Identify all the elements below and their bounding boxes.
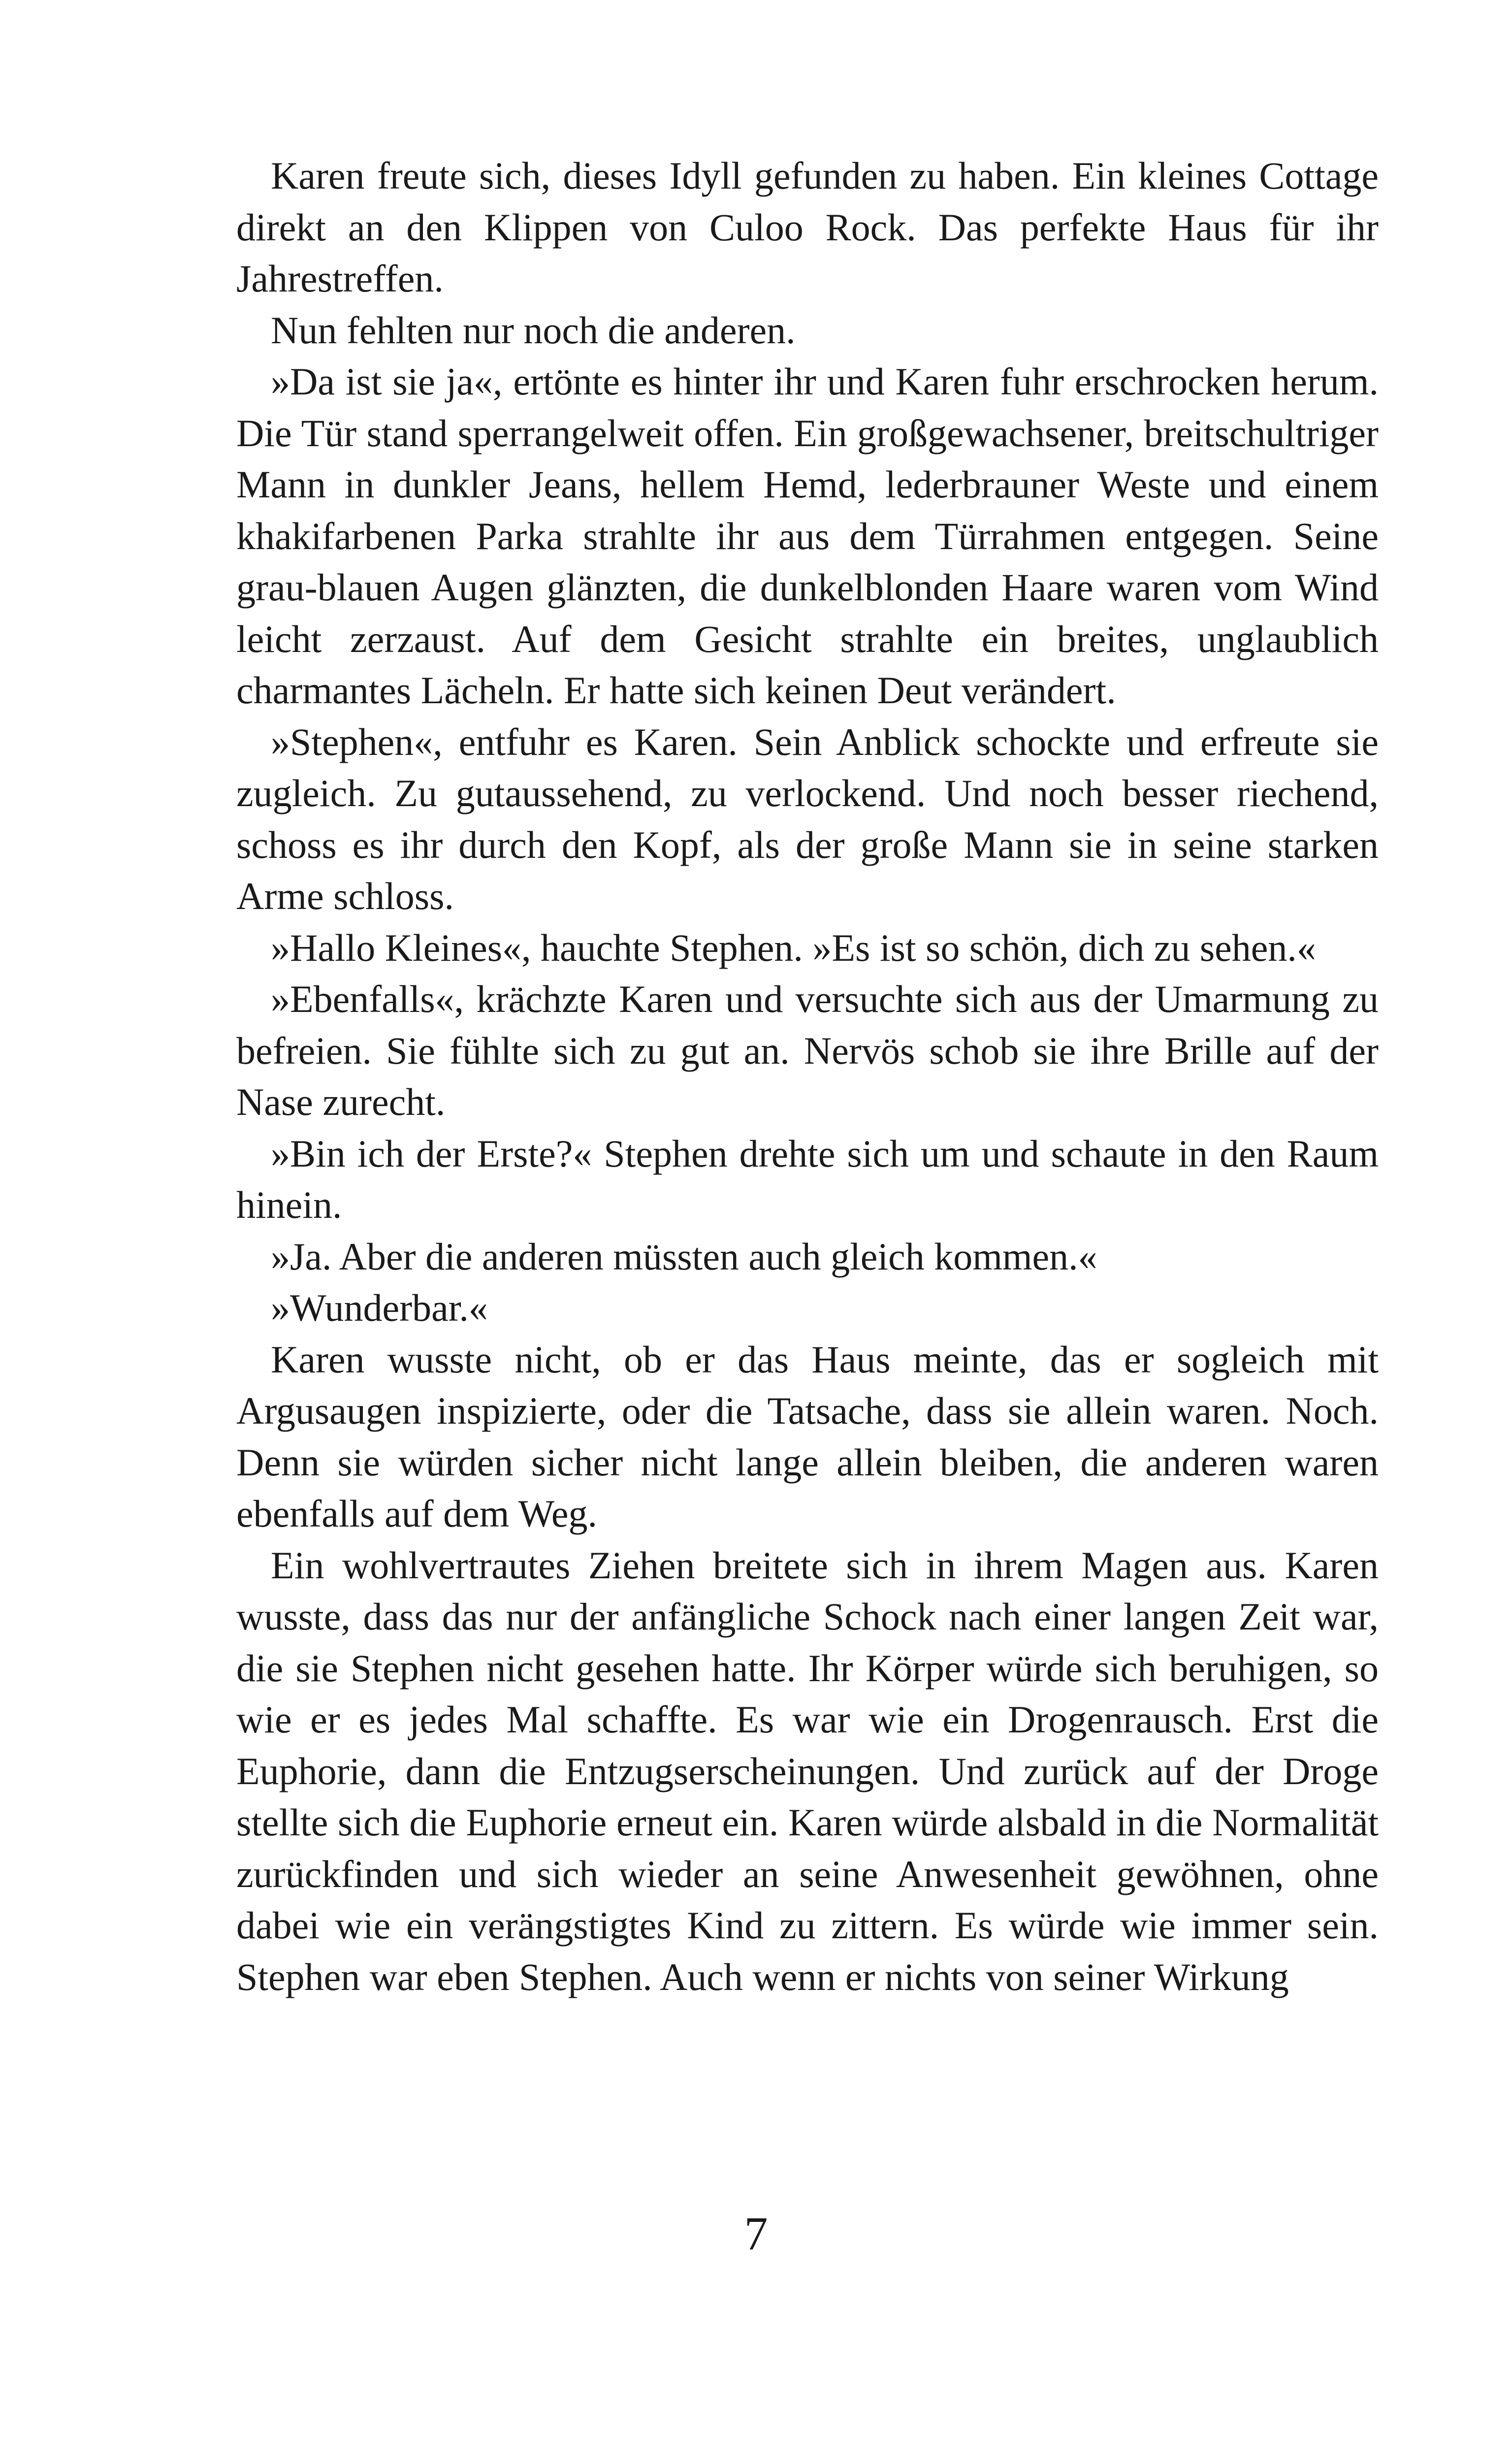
page-number: 7 [744, 2207, 768, 2260]
paragraph-7: »Bin ich der Erste?« Stephen drehte sich um und schaute in den Raum hinein. [236, 1132, 1379, 1226]
paragraph-11: Ein wohlvertrautes Ziehen breitete sich in ihrem Magen aus. Karen wusste, dass das nur der anfängliche Schock nach einer langen Zeit war, die sie Stephen nicht gesehen hatte. Ihr Körper würde sich beruhigen, so wie er es jedes Mal schaffte. Es war wie ein Drogenrausch. Erst die Euphorie, dann die Entzugserscheinungen. Und zurück auf der Droge stellte sich die Euphorie erneut ein. Karen würde alsbald in die Normalität zurückfinden und sich wieder an seine Anwesenheit gewöhnen, ohne dabei wie ein verängstigtes Kind zu zittern. Es würde wie immer sein. Stephen war eben Stephen. Auch wenn er nichts von seiner Wirkung [236, 1543, 1379, 1998]
paragraph-9: »Wunderbar.« [271, 1286, 488, 1329]
body-text [236, 150, 1379, 2003]
paragraph-1: Karen freute sich, dieses Idyll gefunden zu haben. Ein kleines Cottage direkt an den Klippen von Culoo Rock. Das perfekte Haus für ihr Jahrestreffen. [236, 154, 1379, 300]
paragraph-6: »Ebenfalls«, krächzte Karen und versuchte sich aus der Umarmung zu befreien. Sie fühlte sich zu gut an. Nervös schob sie ihre Brille auf der Nase zurecht. [236, 977, 1379, 1123]
paragraph-3: »Da ist sie ja«, ertönte es hinter ihr und Karen fuhr erschrocken herum. Die Tür stand sperrangelweit offen. Ein großgewachsener, breitschultriger Mann in dunkler Jeans, hellem Hemd, lederbrauner Weste und einem khakifarbenen Parka strahlte ihr aus dem Türrahmen entgegen. Seine grau-blauen Augen glänzten, die dunkelblonden Haare waren vom Wind leicht zerzaust. Auf dem Gesicht strahlte ein breites, unglaublich charmantes Lächeln. Er hatte sich keinen Deut verändert. [236, 360, 1379, 712]
paragraph-5: »Hallo Kleines«, hauchte Stephen. »Es ist so schön, dich zu sehen.« [271, 926, 1316, 969]
paragraph-4: »Stephen«, entfuhr es Karen. Sein Anblick schockte und erfreute sie zugleich. Zu gutaussehend, zu verlockend. Und noch besser riechend, schoss es ihr durch den Kopf, als der große Mann sie in seine starken Arme schloss. [236, 720, 1379, 917]
paragraph-8: »Ja. Aber die anderen müssten auch gleich kommen.« [271, 1235, 1097, 1278]
paragraph-2: Nun fehlten nur noch die anderen. [271, 308, 796, 352]
paragraph-10: Karen wusste nicht, ob er das Haus meinte, das er sogleich mit Argusaugen inspizierte, oder die Tatsache, dass sie allein waren. Noch. Denn sie würden sicher nicht lange allein bleiben, die anderen waren ebenfalls auf dem Weg. [236, 1337, 1379, 1535]
